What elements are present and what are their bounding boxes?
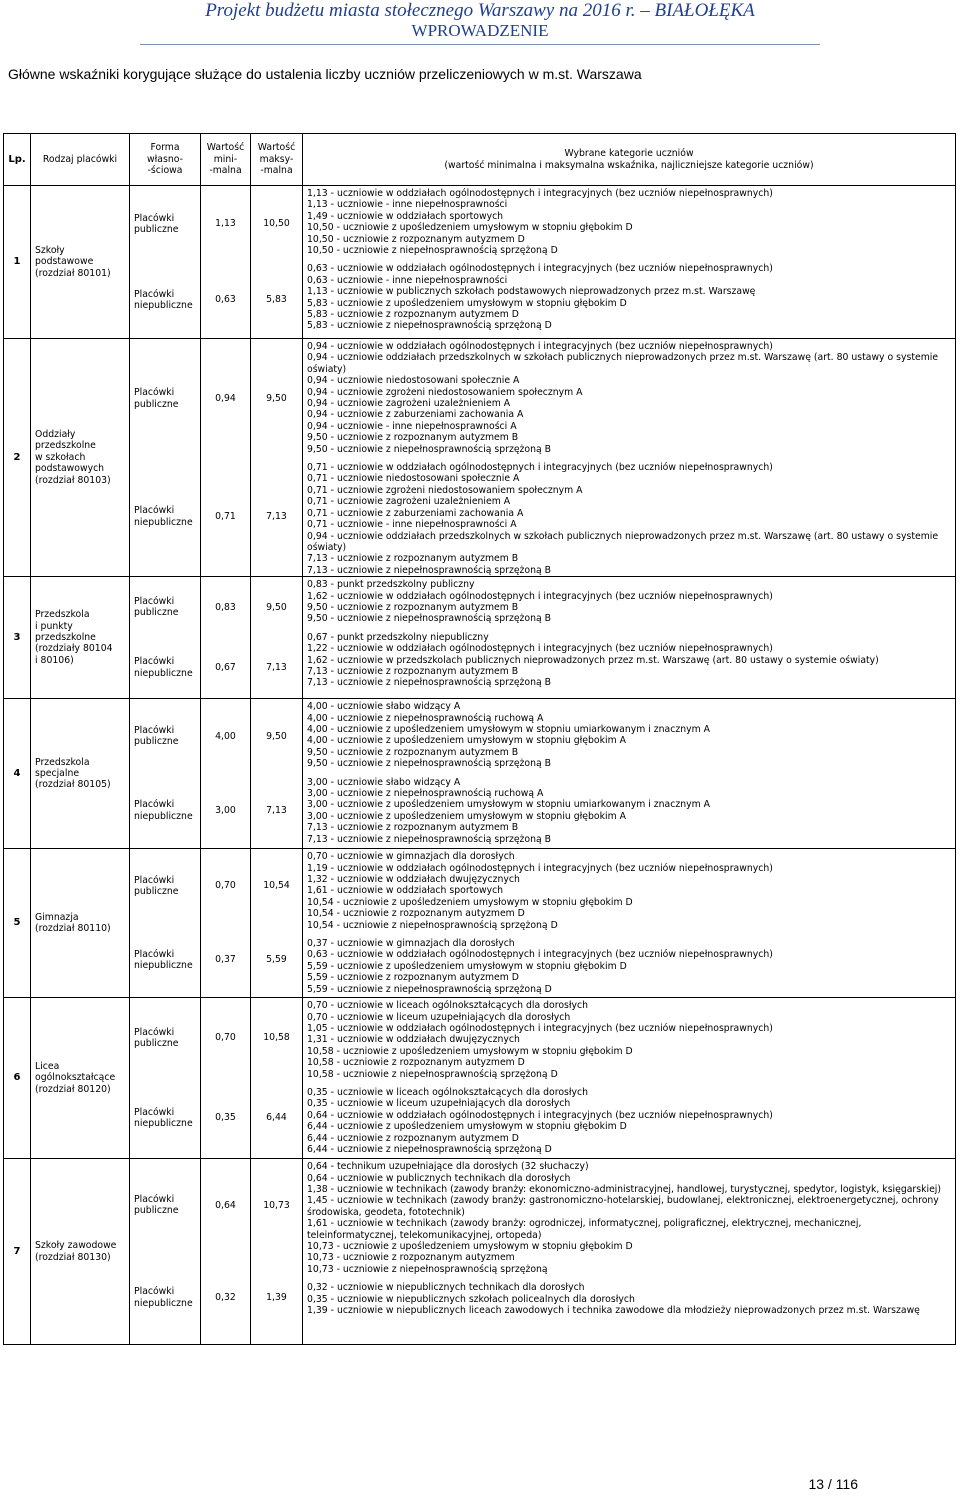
header-rule: [140, 44, 820, 45]
row-forma-value: Placówki publiczne: [134, 387, 179, 410]
category-line: 10,73 - uczniowie z upośledzeniem umysłowym w stopniu głębokim D: [307, 1240, 633, 1252]
row-min: [201, 577, 251, 699]
category-line: 1,22 - uczniowie w oddziałach ogólnodostępnych i integracyjnych (bez uczniów niepełnosprawnych): [307, 643, 773, 655]
row-min-value: 1,13: [215, 218, 236, 230]
category-line: 4,00 - uczniowie z upośledzeniem umysłowym w stopniu głębokim A: [307, 735, 626, 747]
row-min-value: 0,83: [215, 601, 236, 613]
row-forma-value: Placówki publiczne: [134, 1193, 179, 1217]
category-line: 0,94 - uczniowie - inne niepełnosprawności A: [307, 420, 517, 432]
category-line: 9,50 - uczniowie z rozpoznanym autyzmem B: [307, 432, 519, 444]
category-line: 0,70 - uczniowie w liceach ogólnokształcących dla dorosłych: [307, 1000, 589, 1012]
row-forma-value: Placówki niepubliczne: [134, 1106, 193, 1130]
category-line: 0,63 - uczniowie w oddziałach ogólnodostępnych i integracyjnych (bez uczniów niepełnosprawnych): [307, 949, 773, 961]
indicators-table: [3, 133, 956, 1345]
row-max-value: 7,13: [266, 805, 287, 817]
row-max: [251, 699, 303, 849]
category-line: 3,00 - uczniowie z upośledzeniem umysłowym w stopniu umiarkowanym i znacznym A: [307, 799, 711, 811]
row-max-value: 10,58: [263, 1032, 290, 1044]
category-line: 1,38 - uczniowie w technikach (zawody branży: ekonomiczno-administracyjnej, handlowej, turystycznej, spedytor, logistyk, księgarskiej): [307, 1183, 941, 1195]
category-line: 6,44 - uczniowie z upośledzeniem umysłowym w stopniu głębokim D: [307, 1121, 627, 1133]
category-line: 10,58 - uczniowie z niepełnosprawnością sprzężoną D: [307, 1068, 558, 1080]
row-forma-value: Placówki publiczne: [134, 212, 179, 235]
category-line: 3,00 - uczniowie z upośledzeniem umysłowym w stopniu głębokim A: [307, 810, 626, 822]
table-row: [4, 577, 956, 699]
row-min: [201, 1159, 251, 1345]
table-row: [4, 186, 956, 339]
category-line: 9,50 - uczniowie z niepełnosprawnością sprzężoną B: [307, 613, 552, 625]
col-header-rodzaj: Rodzaj placówki: [31, 134, 130, 186]
category-line: 1,32 - uczniowie w oddziałach dwujęzycznych: [307, 873, 520, 885]
category-line: 5,83 - uczniowie z rozpoznanym autyzmem D: [307, 309, 519, 321]
row-forma-value: Placówki niepubliczne: [134, 656, 193, 679]
row-name: Przedszkola specjalne (rozdział 80105): [31, 699, 130, 849]
category-line: 0,63 - uczniowie w oddziałach ogólnodostępnych i integracyjnych (bez uczniów niepełnosprawnych): [307, 263, 773, 275]
row-forma: [130, 998, 201, 1159]
category-line: 5,83 - uczniowie z upośledzeniem umysłowym w stopniu głębokim D: [307, 297, 627, 309]
category-line: 0,70 - uczniowie w gimnazjach dla dorosłych: [307, 851, 515, 863]
row-min-value: 0,67: [215, 662, 236, 674]
row-categories: [303, 577, 956, 699]
category-line: 0,71 - uczniowie z zaburzeniami zachowania A: [307, 507, 524, 519]
category-line: 6,44 - uczniowie z niepełnosprawnością sprzężoną D: [307, 1144, 552, 1155]
table-row: [4, 1159, 956, 1345]
category-line: 5,59 - uczniowie z upośledzeniem umysłowym w stopniu głębokim D: [307, 960, 627, 972]
row-min-value: 3,00: [215, 805, 236, 817]
category-line: 1,13 - uczniowie w oddziałach ogólnodostępnych i integracyjnych (bez uczniów niepełnosprawnych): [307, 188, 773, 199]
row-name: Oddziały przedszkolne w szkołach podstawowych (rozdział 80103): [31, 339, 130, 577]
row-categories: [303, 699, 956, 849]
category-line: 0,32 - uczniowie w niepublicznych technikach dla dorosłych: [307, 1282, 585, 1294]
category-line: 10,73 - uczniowie z rozpoznanym autyzmem: [307, 1252, 515, 1264]
row-max: [251, 577, 303, 699]
row-lp: 2: [4, 339, 31, 577]
row-min-value: 4,00: [215, 730, 236, 742]
category-gap: [307, 931, 952, 938]
row-name: Szkoły podstawowe (rozdział 80101): [31, 186, 130, 339]
row-forma-value: Placówki publiczne: [134, 595, 179, 619]
row-max-value: 5,59: [266, 954, 287, 966]
row-min: [201, 998, 251, 1159]
row-forma-value: Placówki niepubliczne: [134, 1286, 193, 1309]
row-forma: [130, 1159, 201, 1345]
row-lp: 4: [4, 699, 31, 849]
table-row: [4, 998, 956, 1159]
row-forma-value: Placówki niepubliczne: [134, 505, 193, 528]
category-gap: [307, 256, 952, 263]
col-header-max: Wartość maksy- -malna: [251, 134, 303, 186]
category-line: 0,94 - uczniowie z zaburzeniami zachowania A: [307, 409, 524, 421]
row-name: Przedszkola i punkty przedszkolne (rozdziały 80104 i 80106): [31, 577, 130, 699]
row-forma: [130, 849, 201, 998]
row-categories: [303, 998, 956, 1159]
row-max-value: 10,73: [263, 1199, 290, 1211]
row-forma: [130, 339, 201, 577]
category-line: 7,13 - uczniowie z niepełnosprawnością sprzężoną B: [307, 564, 552, 576]
row-max: [251, 998, 303, 1159]
category-line: 0,83 - punkt przedszkolny publiczny: [307, 579, 475, 591]
row-lp: 1: [4, 186, 31, 339]
category-line: 5,83 - uczniowie z niepełnosprawnością sprzężoną D: [307, 320, 552, 332]
category-line: 0,64 - uczniowie w oddziałach ogólnodostępnych i integracyjnych (bez uczniów niepełnosprawnych): [307, 1109, 773, 1121]
category-line: 6,44 - uczniowie z rozpoznanym autyzmem D: [307, 1132, 519, 1144]
category-line: 0,63 - uczniowie - inne niepełnosprawności: [307, 274, 508, 286]
category-line: 7,13 - uczniowie z rozpoznanym autyzmem B: [307, 822, 519, 834]
category-line: 10,50 - uczniowie z niepełnosprawnością sprzężoną D: [307, 245, 558, 257]
category-line: 4,00 - uczniowie z niepełnosprawnością ruchową A: [307, 712, 544, 724]
category-line: 10,73 - uczniowie z niepełnosprawnością sprzężoną: [307, 1263, 548, 1275]
category-gap: [307, 625, 952, 632]
row-forma-value: Placówki publiczne: [134, 1026, 179, 1050]
category-line: 10,54 - uczniowie z niepełnosprawnością sprzężoną D: [307, 919, 558, 931]
row-categories: [303, 849, 956, 998]
category-line: 1,61 - uczniowie w oddziałach sportowych: [307, 885, 504, 897]
row-max-value: 9,50: [266, 730, 287, 742]
row-name: Licea ogólnokształcące (rozdział 80120): [31, 998, 130, 1159]
col-header-min: Wartość mini- -malna: [201, 134, 251, 186]
table-row: [4, 849, 956, 998]
category-line: 7,13 - uczniowie z niepełnosprawnością sprzężoną B: [307, 677, 552, 689]
row-max-value: 7,13: [266, 662, 287, 674]
category-line: 0,94 - uczniowie zgrożeni niedostosowaniem społecznym A: [307, 386, 583, 398]
row-forma-value: Placówki publiczne: [134, 724, 179, 748]
category-line: 7,13 - uczniowie z rozpoznanym autyzmem B: [307, 665, 519, 677]
row-max-value: 10,50: [263, 218, 290, 230]
category-line: 0,70 - uczniowie w liceum uzupełniających dla dorosłych: [307, 1011, 571, 1023]
row-categories: [303, 1159, 956, 1345]
category-line: 0,71 - uczniowie - inne niepełnosprawności A: [307, 519, 517, 531]
category-line: 0,71 - uczniowie w oddziałach ogólnodostępnych i integracyjnych (bez uczniów niepełnosprawnych): [307, 462, 773, 474]
category-line: 1,62 - uczniowie w przedszkolach publicznych nieprowadzonych przez m.st. Warszawę (art. 80 ustawy o systemie oświaty): [307, 654, 879, 666]
category-line: 1,49 - uczniowie w oddziałach sportowych: [307, 210, 504, 222]
row-min-value: 0,63: [215, 294, 236, 306]
row-max-value: 6,44: [266, 1112, 287, 1124]
row-max-value: 9,50: [266, 392, 287, 404]
category-line: 0,35 - uczniowie w liceach ogólnokształcących dla dorosłych: [307, 1086, 589, 1098]
row-name: Szkoły zawodowe (rozdział 80130): [31, 1159, 130, 1345]
category-line: 10,58 - uczniowie z upośledzeniem umysłowym w stopniu głębokim D: [307, 1045, 633, 1057]
category-line: 0,94 - uczniowie w oddziałach ogólnodostępnych i integracyjnych (bez uczniów niepełnosprawnych): [307, 341, 773, 352]
row-min-value: 0,71: [215, 510, 236, 522]
category-line: 1,61 - uczniowie w technikach (zawody branży: ogrodniczej, informatycznej, poligraficznej, elektrycznej, mechanicznej, teleinformatycznej, telekomunikacyjnej, ortopeda): [307, 1218, 862, 1241]
category-line: 9,50 - uczniowie z niepełnosprawnością sprzężoną B: [307, 758, 552, 770]
row-max: [251, 339, 303, 577]
row-categories: [303, 339, 956, 577]
row-max-value: 7,13: [266, 510, 287, 522]
category-line: 10,50 - uczniowie z upośledzeniem umysłowym w stopniu głębokim D: [307, 222, 633, 234]
category-line: 5,59 - uczniowie z rozpoznanym autyzmem D: [307, 972, 519, 984]
category-line: 9,50 - uczniowie z niepełnosprawnością sprzężoną B: [307, 443, 552, 455]
row-forma-value: Placówki publiczne: [134, 874, 179, 898]
category-line: 0,67 - punkt przedszkolny niepubliczny: [307, 631, 489, 643]
row-forma-value: Placówki niepubliczne: [134, 288, 193, 311]
category-line: 0,94 - uczniowie oddziałach przedszkolnych w szkołach publicznych nieprowadzonych przez m.st. Warszawę (art. 80 ustawy o systemie oświaty): [307, 530, 939, 553]
category-gap: [307, 770, 952, 777]
row-name: Gimnazja (rozdział 80110): [31, 849, 130, 998]
row-max: [251, 186, 303, 339]
row-max-value: 5,83: [266, 294, 287, 306]
row-min-value: 0,70: [215, 880, 236, 892]
category-line: 1,45 - uczniowie w technikach (zawody branży: gastronomiczno-hotelarskiej, budowlanej, elektronicznej, elektroenergetycznej, ochrony środowiska, geodeta, fototechnik): [307, 1195, 939, 1218]
category-gap: [307, 455, 952, 462]
header-title: Projekt budżetu miasta stołecznego Warszawy na 2016 r. – BIAŁOŁĘKA: [205, 0, 755, 21]
category-line: 1,31 - uczniowie w oddziałach dwujęzycznych: [307, 1034, 520, 1046]
row-min-value: 0,32: [215, 1292, 236, 1304]
row-min: [201, 699, 251, 849]
category-line: 7,13 - uczniowie z niepełnosprawnością sprzężoną B: [307, 833, 552, 845]
category-line: 0,71 - uczniowie zagrożeni uzależnieniem A: [307, 496, 511, 508]
category-line: 10,54 - uczniowie z rozpoznanym autyzmem D: [307, 908, 525, 920]
category-line: 0,71 - uczniowie zgrożeni niedostosowaniem społecznym A: [307, 484, 583, 496]
row-lp: 6: [4, 998, 31, 1159]
category-gap: [307, 1275, 952, 1282]
category-line: 10,58 - uczniowie z rozpoznanym autyzmem D: [307, 1057, 525, 1069]
row-min-value: 0,35: [215, 1112, 236, 1124]
page-number: 13 / 116: [808, 1476, 858, 1492]
row-lp: 7: [4, 1159, 31, 1345]
category-line: 10,54 - uczniowie z upośledzeniem umysłowym w stopniu głębokim D: [307, 896, 633, 908]
row-forma-value: Placówki niepubliczne: [134, 948, 193, 972]
row-min-value: 0,70: [215, 1032, 236, 1044]
row-max-value: 1,39: [266, 1292, 287, 1304]
row-lp: 5: [4, 849, 31, 998]
row-min-value: 0,64: [215, 1199, 236, 1211]
category-line: 1,39 - uczniowie w niepublicznych liceach zawodowych i technika zawodowe dla młodzieży nieprowadzonych przez m.st. Warszawę: [307, 1305, 920, 1316]
row-min: [201, 339, 251, 577]
category-line: 4,00 - uczniowie z upośledzeniem umysłowym w stopniu umiarkowanym i znacznym A: [307, 723, 711, 735]
row-max-value: 9,50: [266, 601, 287, 613]
category-line: 1,13 - uczniowie - inne niepełnosprawności: [307, 199, 508, 211]
category-line: 1,05 - uczniowie w oddziałach ogólnodostępnych i integracyjnych (bez uczniów niepełnosprawnych): [307, 1022, 773, 1034]
row-min: [201, 849, 251, 998]
category-line: 3,00 - uczniowie z niepełnosprawnością ruchową A: [307, 787, 544, 799]
row-forma: [130, 186, 201, 339]
category-line: 0,37 - uczniowie w gimnazjach dla dorosłych: [307, 937, 515, 949]
category-line: 9,50 - uczniowie z rozpoznanym autyzmem B: [307, 746, 519, 758]
header-section: WPROWADZENIE: [411, 21, 549, 40]
category-line: 10,50 - uczniowie z rozpoznanym autyzmem D: [307, 233, 525, 245]
category-line: 0,71 - uczniowie niedostosowani społecznie A: [307, 473, 520, 485]
category-line: 0,35 - uczniowie w niepublicznych szkołach policealnych dla dorosłych: [307, 1293, 635, 1305]
col-header-lp: Lp.: [4, 134, 31, 186]
row-lp: 3: [4, 577, 31, 699]
row-max-value: 10,54: [263, 880, 290, 892]
col-header-forma: Forma własno- -ściowa: [130, 134, 201, 186]
category-line: 9,50 - uczniowie z rozpoznanym autyzmem B: [307, 601, 519, 613]
category-line: 0,94 - uczniowie niedostosowani społecznie A: [307, 375, 520, 387]
category-gap: [307, 1080, 952, 1087]
category-line: 0,94 - uczniowie zagrożeni uzależnieniem A: [307, 398, 511, 410]
category-line: 0,94 - uczniowie oddziałach przedszkolnych w szkołach publicznych nieprowadzonych przez m.st. Warszawę (art. 80 ustawy o systemie oświaty): [307, 352, 939, 375]
row-max: [251, 849, 303, 998]
category-line: 5,59 - uczniowie z niepełnosprawnością sprzężoną D: [307, 983, 552, 995]
category-line: 4,00 - uczniowie słabo widzący A: [307, 701, 461, 713]
row-forma: [130, 577, 201, 699]
category-line: 1,13 - uczniowie w publicznych szkołach podstawowych nieprowadzonych przez m.st. Warszawę: [307, 286, 756, 298]
row-max: [251, 1159, 303, 1345]
category-line: 1,62 - uczniowie w oddziałach ogólnodostępnych i integracyjnych (bez uczniów niepełnosprawnych): [307, 590, 773, 602]
row-categories: [303, 186, 956, 339]
row-forma-value: Placówki niepubliczne: [134, 799, 193, 822]
category-line: 0,64 - uczniowie w publicznych technikach dla dorosłych: [307, 1172, 571, 1184]
col-header-kategorie: Wybrane kategorie uczniów (wartość minimalna i maksymalna wskaźnika, najliczniejsze kategorie uczniów): [303, 134, 956, 186]
page-subtitle: Główne wskaźniki korygujące służące do ustalenia liczby uczniów przeliczeniowych w m.st. Warszawa: [8, 66, 642, 82]
table-row: [4, 699, 956, 849]
row-min-value: 0,37: [215, 954, 236, 966]
table-row: [4, 339, 956, 577]
category-line: 7,13 - uczniowie z rozpoznanym autyzmem B: [307, 553, 519, 565]
row-min-value: 0,94: [215, 392, 236, 404]
table-header-row: [4, 134, 956, 186]
category-line: 0,35 - uczniowie w liceum uzupełniających dla dorosłych: [307, 1098, 571, 1110]
category-line: 0,64 - technikum uzupełniające dla dorosłych (32 słuchaczy): [307, 1161, 589, 1173]
row-min: [201, 186, 251, 339]
category-line: 1,19 - uczniowie w oddziałach ogólnodostępnych i integracyjnych (bez uczniów niepełnosprawnych): [307, 862, 773, 874]
row-forma: [130, 699, 201, 849]
category-line: 3,00 - uczniowie słabo widzący A: [307, 776, 461, 788]
